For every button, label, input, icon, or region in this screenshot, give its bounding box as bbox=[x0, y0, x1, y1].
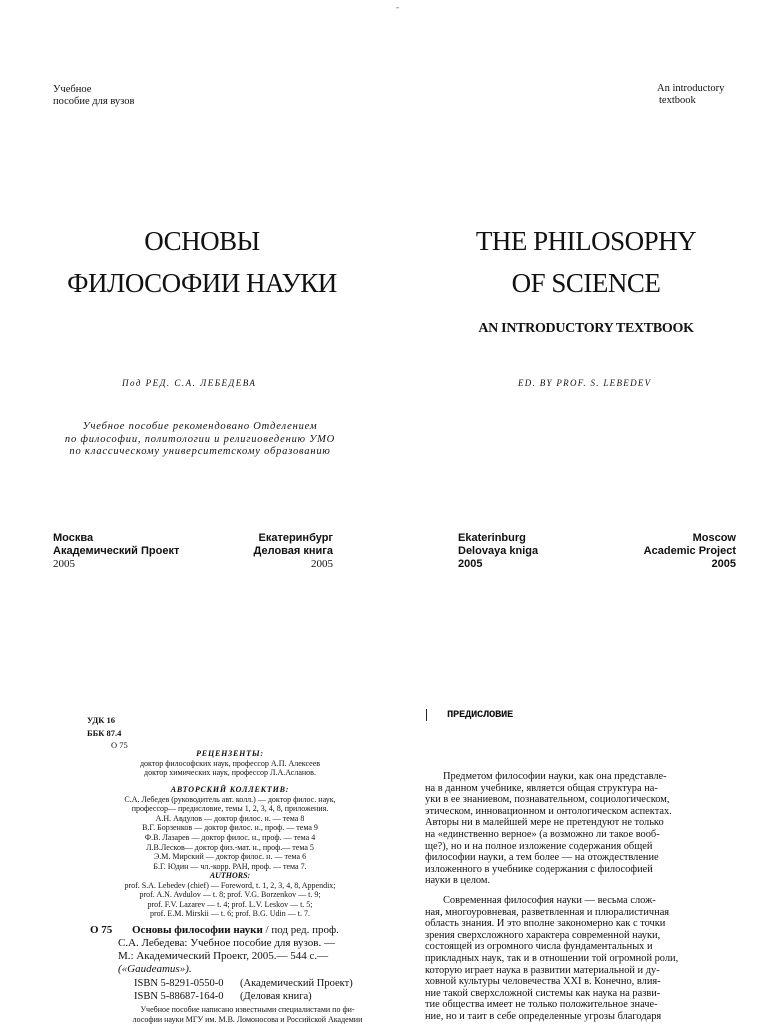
preface-line: ховной культуры человечества XXI в. Конечно, влия- bbox=[425, 976, 661, 988]
preface-line: Авторы ни в малейшей мере не претендуют не только bbox=[425, 817, 664, 829]
left-label-line: Учебное bbox=[53, 84, 92, 95]
author-en-line: prof. S.A. Lebedev (chief) — Foreword, t. 1, 2, 3, 4, 8, Appendix; bbox=[124, 880, 336, 890]
preface-line: ние такой сверхсложной системы как наука на разви- bbox=[425, 987, 661, 999]
preface-line: на в данном учебнике, является общая структура на- bbox=[425, 782, 658, 794]
author-en-line: prof. F.V. Lazarev — t. 4; prof. L.V. Leskov — t. 5; bbox=[147, 899, 313, 909]
right-editor: ED. BY PROF. S. LEBEDEV bbox=[518, 378, 652, 388]
publisher-name: Delovaya kniga bbox=[458, 545, 539, 557]
preface-line: область знания. И это вполне закономерно как с точки bbox=[425, 918, 666, 930]
catalog-code: О 75 bbox=[90, 924, 113, 936]
left-page-label bbox=[53, 84, 134, 107]
reviewer-line: доктор философских наук, профессор А.П. Алексеев bbox=[139, 758, 321, 768]
left-recommendation bbox=[50, 421, 350, 459]
catalog-rest: / под ред. проф. bbox=[262, 924, 339, 936]
left-editor: Под РЕД. С.А. ЛЕБЕДЕВА bbox=[122, 378, 257, 388]
preface-line: тие общества имеет не только положительное значе- bbox=[425, 999, 658, 1011]
scan-mark: - bbox=[396, 2, 399, 12]
note-line: лософии науки МГУ им. М.В. Ломоносова и Российской Академии bbox=[132, 1015, 363, 1024]
preface-line: ние, но и таит в себе определенные угрозы благодаря bbox=[425, 1010, 662, 1022]
preface-line: Предметом философии науки, как она представле- bbox=[443, 771, 667, 782]
preface-line: прикладных наук, так и в отношении той огромной роли, bbox=[425, 952, 679, 964]
left-title-line-1: ОСНОВЫ bbox=[144, 226, 260, 256]
preface-line: на «единственно верное» (а возможно ли такое вооб- bbox=[425, 828, 660, 840]
left-label-line: пособие для вузов bbox=[53, 95, 135, 107]
right-subtitle: AN INTRODUCTORY TEXTBOOK bbox=[478, 321, 694, 336]
right-label-line: An introductory bbox=[657, 83, 725, 94]
catalog-line: М.: Академический Проект, 2005.— 544 с.— bbox=[118, 950, 329, 962]
preface-paragraph-1 bbox=[425, 771, 707, 887]
preface-line: философии науки, а тем более — на отождествление bbox=[425, 852, 659, 864]
author-line: Ф.В. Лазарев — доктор филос. н., проф. — тема 4 bbox=[144, 832, 316, 842]
preface-paragraph-2 bbox=[425, 895, 707, 1023]
right-label-line: textbook bbox=[659, 94, 696, 106]
recommendation-line: Учебное пособие рекомендовано Отделением bbox=[82, 421, 318, 432]
preface-line: этическом, инновационном и онтологическом аспектах. bbox=[425, 805, 672, 817]
author-line: А.Н. Авдулов — доктор филос. н. — тема 8 bbox=[155, 813, 305, 823]
preface-line: зрения сверхсложного характера современной науки, bbox=[425, 929, 661, 941]
note-line: Учебное пособие написано известными специалистами по фи- bbox=[140, 1005, 355, 1014]
catalog-entry bbox=[90, 924, 339, 976]
isbn-number: ISBN 5-88687-164-0 bbox=[134, 991, 224, 1002]
isbn-block bbox=[134, 977, 353, 1003]
right-publisher-moscow bbox=[620, 532, 736, 571]
publisher-name: Деловая книга bbox=[253, 545, 333, 557]
authors-ru-heading: АВТОРСКИЙ КОЛЛЕКТИВ: bbox=[170, 785, 290, 794]
catalog-title: Основы философии науки bbox=[132, 924, 263, 936]
preface-line: Современная философия науки — весьма слож- bbox=[443, 895, 656, 906]
authors-en-heading: AUTHORS: bbox=[209, 871, 251, 880]
author-line: Б.Г. Юдин — чл.-корр. РАН, проф. — тема 7. bbox=[153, 861, 307, 871]
isbn-publisher: (Академический Проект) bbox=[240, 978, 353, 989]
left-publisher-ekb bbox=[220, 532, 333, 571]
recommendation-line: по классическому университетскому образованию bbox=[69, 446, 331, 457]
publisher-city: Екатеринбург bbox=[258, 532, 333, 544]
publisher-name: Academic Project bbox=[643, 545, 736, 557]
catalog-line: («Gaudeamus»). bbox=[118, 963, 192, 975]
left-title-line-2: ФИЛОСОФИИ НАУКИ bbox=[67, 268, 337, 298]
author-line: С.А. Лебедев (руководитель авт. колл.) — доктор филос. наук, bbox=[124, 794, 336, 804]
preface-line: которую играет наука в развитии материальной и ду- bbox=[425, 964, 660, 976]
reviewer-line: доктор химических наук, профессор Л.А.Асланов. bbox=[144, 768, 316, 778]
annotation-note bbox=[120, 1005, 375, 1025]
publisher-year: 2005 bbox=[311, 558, 333, 570]
isbn-number: ISBN 5-8291-0550-0 bbox=[134, 978, 224, 989]
author-en-line: prof. A.N. Avdulov — t. 8; prof. V.G. Borzenkov — t. 9; bbox=[139, 890, 321, 900]
authors-ru-block bbox=[85, 785, 375, 871]
recommendation-line: по философии, политологии и религиоведению УМО bbox=[64, 433, 336, 445]
author-mark: О 75 bbox=[111, 740, 128, 750]
publisher-city: Moscow bbox=[692, 532, 736, 544]
right-page-label bbox=[657, 83, 724, 106]
preface-line: уки в ее знаниевом, познавательном, социологическом, bbox=[425, 794, 670, 806]
publisher-year: 2005 bbox=[53, 558, 75, 570]
preface-line: изложенного в учебнике содержания с философией bbox=[425, 863, 653, 875]
publisher-year: 2005 bbox=[711, 558, 736, 570]
right-title-line-2: OF SCIENCE bbox=[511, 268, 661, 298]
publisher-year: 2005 bbox=[458, 558, 483, 570]
reviewers-block bbox=[85, 749, 375, 778]
right-publisher-ekb bbox=[458, 532, 538, 571]
preface-line: ще?), но и на полное изложение содержания общей bbox=[425, 840, 653, 852]
udc-code: УДК 16 bbox=[87, 715, 116, 725]
authors-en-block bbox=[85, 871, 375, 919]
author-line: профессор— предисловие, темы 1, 2, 3, 4, 8, приложения. bbox=[131, 804, 329, 814]
left-publisher-moscow bbox=[53, 532, 179, 571]
preface-heading-bar bbox=[426, 709, 427, 721]
classification-codes bbox=[87, 714, 128, 752]
preface-line: ная, многоуровневая, разветвленная и плюралистичная bbox=[425, 906, 670, 918]
catalog-line: С.А. Лебедева: Учебное пособие для вузов. — bbox=[118, 937, 336, 949]
publisher-city: Москва bbox=[53, 532, 94, 544]
right-title-line-1: THE PHILOSOPHY bbox=[475, 226, 697, 256]
author-line: В.Г. Борзенков — доктор филос. н., проф. — тема 9 bbox=[142, 823, 318, 833]
author-en-line: prof. E.M. Mirskii — t. 6; prof. B.G. Udin — t. 7. bbox=[150, 909, 310, 919]
publisher-city: Ekaterinburg bbox=[458, 532, 526, 544]
isbn-publisher: (Деловая книга) bbox=[240, 991, 312, 1002]
reviewers-heading: РЕЦЕНЗЕНТЫ: bbox=[196, 749, 264, 758]
author-line: Э.М. Мирский — доктор филос. н. — тема 6 bbox=[153, 852, 307, 862]
author-line: Л.В.Лесков— доктор физ.-мат. н., проф.— тема 5 bbox=[146, 842, 314, 852]
bbk-code: ББК 87.4 bbox=[87, 727, 122, 738]
preface-line: науки в целом. bbox=[425, 875, 491, 887]
publisher-name: Академический Проект bbox=[53, 545, 180, 557]
preface-line: состоящей из огромного числа фундаментальных и bbox=[425, 941, 653, 953]
preface-heading: ПРЕДИСЛОВИЕ bbox=[447, 709, 514, 721]
